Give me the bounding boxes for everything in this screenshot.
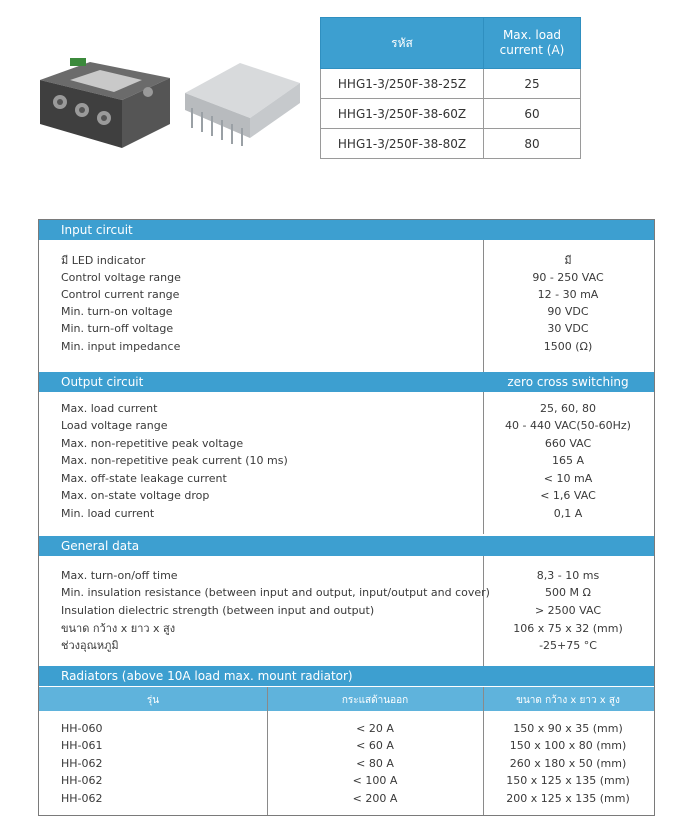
model-code: HHG1-3/250F-38-80Z [321, 129, 484, 159]
spec-value: 90 VDC [547, 305, 589, 318]
spec-row [39, 417, 654, 434]
solid-state-relay-photo [30, 40, 180, 152]
radiator-current: < 60 A [356, 739, 394, 752]
radiator-size: 150 x 90 x 35 (mm) [513, 722, 623, 735]
general-data-header [39, 536, 654, 556]
spec-row [39, 435, 654, 452]
radiator-size: 200 x 125 x 135 (mm) [506, 792, 630, 805]
section-title: Radiators (above 10A load max. mount radiator) [61, 669, 353, 683]
switching-type: zero cross switching [507, 375, 629, 389]
model-code-table [320, 17, 581, 159]
spec-label: Control voltage range [61, 271, 181, 284]
spec-sheet [38, 219, 655, 816]
spec-row [39, 487, 654, 504]
spec-value: 8,3 - 10 ms [536, 569, 600, 582]
spec-label: Load voltage range [61, 419, 168, 432]
spec-value: -25+75 °C [539, 639, 597, 652]
radiator-row [39, 790, 654, 807]
spec-row [39, 269, 654, 286]
max-load-value: 25 [484, 69, 581, 99]
spec-row [39, 620, 654, 637]
max-load-value: 80 [484, 129, 581, 159]
spec-value: 0,1 A [553, 507, 583, 520]
spec-label: Insulation dielectric strength (between input and output) [61, 604, 375, 617]
radiator-row [39, 755, 654, 772]
spec-value: 165 A [551, 454, 585, 467]
spec-row [39, 400, 654, 417]
spec-value: 30 VDC [547, 322, 589, 335]
spec-value: < 10 mA [543, 472, 593, 485]
output-current-column-header: กระแสด้านออก [341, 695, 409, 706]
spec-value: 1500 (Ω) [543, 340, 593, 353]
spec-value: 500 M Ω [545, 586, 591, 599]
heatsink-photo [180, 48, 305, 148]
table-row [321, 69, 581, 99]
section-title: Input circuit [61, 223, 133, 237]
model-code: HHG1-3/250F-38-25Z [321, 69, 484, 99]
radiators-column-headers [39, 687, 654, 711]
spec-row [39, 303, 654, 320]
spec-label: Min. turn-off voltage [61, 322, 174, 335]
table-row [321, 99, 581, 129]
model-code: HHG1-3/250F-38-60Z [321, 99, 484, 129]
radiator-row [39, 737, 654, 754]
spec-row [39, 320, 654, 337]
spec-row [39, 584, 654, 601]
spec-value: 106 x 75 x 32 (mm) [513, 622, 623, 635]
radiator-row [39, 720, 654, 737]
radiator-model: HH-060 [61, 722, 103, 735]
spec-label: Max. load current [61, 402, 158, 415]
radiator-size: 150 x 125 x 135 (mm) [506, 774, 630, 787]
radiator-current: < 20 A [356, 722, 394, 735]
spec-label: มี LED indicator [61, 254, 146, 267]
spec-label: Min. input impedance [61, 340, 181, 353]
radiator-model: HH-062 [61, 774, 103, 787]
code-header: รหัส [321, 18, 484, 69]
radiator-size: 260 x 180 x 50 (mm) [509, 757, 627, 770]
spec-value: มี [564, 254, 572, 267]
spec-label: Max. off-state leakage current [61, 472, 227, 485]
spec-row [39, 452, 654, 469]
radiators-header [39, 666, 654, 686]
spec-row [39, 567, 654, 584]
spec-label: Min. load current [61, 507, 155, 520]
max-load-header: Max. load current (A) [484, 18, 581, 69]
spec-label: Control current range [61, 288, 180, 301]
radiator-current: < 100 A [352, 774, 398, 787]
radiator-size: 150 x 100 x 80 (mm) [509, 739, 627, 752]
spec-row [39, 637, 654, 654]
spec-value: 40 - 440 VAC(50-60Hz) [505, 419, 631, 432]
model-column-header: รุ่น [146, 695, 160, 706]
input-circuit-header [39, 220, 654, 240]
radiator-model: HH-062 [61, 757, 103, 770]
spec-value: 25, 60, 80 [540, 402, 596, 415]
spec-label: ช่วงอุณหภูมิ [61, 639, 119, 652]
spec-label: Max. non-repetitive peak voltage [61, 437, 244, 450]
output-circuit-header [39, 372, 654, 392]
section-title: General data [61, 539, 140, 553]
radiator-current: < 80 A [356, 757, 394, 770]
spec-row [39, 286, 654, 303]
max-load-value: 60 [484, 99, 581, 129]
dimensions-column-header: ขนาด กว้าง x ยาว x สูง [516, 695, 620, 706]
table-row [321, 129, 581, 159]
spec-label: Max. on-state voltage drop [61, 489, 210, 502]
radiator-row [39, 772, 654, 789]
spec-label: Max. non-repetitive peak current (10 ms) [61, 454, 288, 467]
radiator-current: < 200 A [352, 792, 398, 805]
spec-value: 660 VAC [544, 437, 592, 450]
spec-label: Min. insulation resistance (between input and output, input/output and cover) [61, 586, 490, 599]
spec-label: Min. turn-on voltage [61, 305, 173, 318]
radiator-model: HH-061 [61, 739, 103, 752]
spec-value: > 2500 VAC [534, 604, 602, 617]
spec-value: 12 - 30 mA [537, 288, 599, 301]
spec-row [39, 602, 654, 619]
spec-row [39, 505, 654, 522]
spec-label: Max. turn-on/off time [61, 569, 178, 582]
spec-row [39, 252, 654, 269]
spec-value: < 1,6 VAC [540, 489, 596, 502]
section-title: Output circuit [61, 375, 144, 389]
radiator-model: HH-062 [61, 792, 103, 805]
spec-label: ขนาด กว้าง x ยาว x สูง [61, 622, 176, 635]
spec-row [39, 470, 654, 487]
spec-row [39, 338, 654, 355]
spec-value: 90 - 250 VAC [532, 271, 604, 284]
